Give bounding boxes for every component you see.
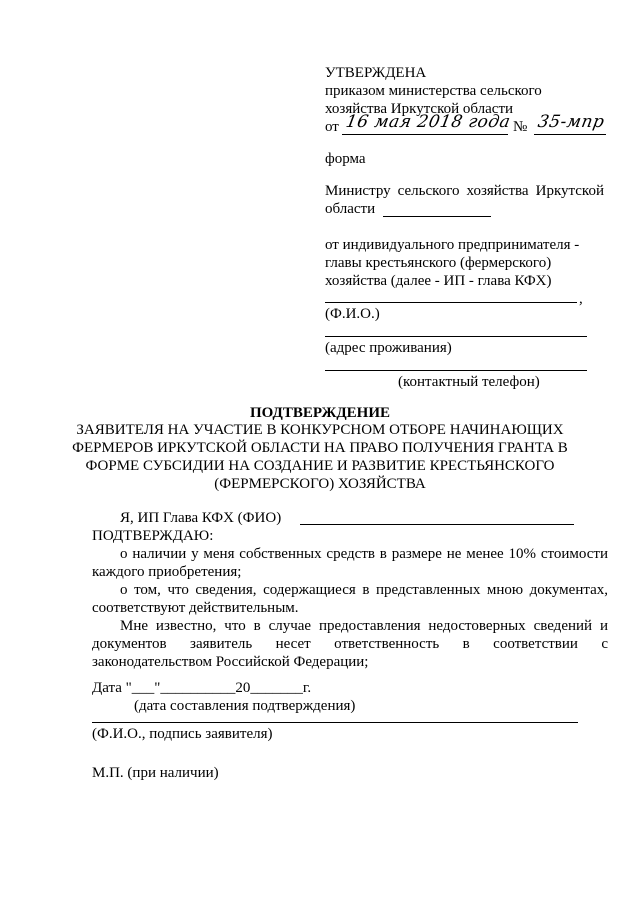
document-subtitle-line-2: ФЕРМЕРОВ ИРКУТСКОЙ ОБЛАСТИ НА ПРАВО ПОЛУЧЕНИЯ ГРАНТА В	[72, 440, 568, 456]
approval-title: УТВЕРЖДЕНА	[325, 65, 427, 81]
sender-phone-line	[325, 370, 587, 371]
item-3-line-2: документов заявитель несет ответственность в соответствии с	[92, 636, 608, 652]
approval-from-label: от	[325, 119, 339, 135]
approval-line-1: приказом министерства сельского	[325, 83, 542, 99]
sender-line-2: главы крестьянского (фермерского)	[325, 255, 552, 271]
item-1-line-2: каждого приобретения;	[92, 564, 242, 580]
item-2-line-2: соответствуют действительным.	[92, 600, 299, 616]
document-title: ПОДТВЕРЖДЕНИЕ	[249, 405, 391, 421]
confirm-label: ПОДТВЕРЖДАЮ:	[92, 528, 214, 544]
date-field: Дата "___"__________20_______г.	[92, 680, 312, 696]
sender-line-1: от индивидуального предпринимателя -	[325, 237, 580, 253]
signature-caption: (Ф.И.О., подпись заявителя)	[92, 726, 273, 742]
approval-number-label: №	[513, 119, 528, 135]
addressee-line-2: области	[325, 201, 376, 217]
sender-fio-caption: (Ф.И.О.)	[325, 306, 380, 322]
approval-date-underline	[342, 134, 508, 135]
approval-line-2: хозяйства Иркутской области	[325, 101, 514, 117]
addressee-line-1: Министру сельского хозяйства Иркутской	[325, 183, 604, 199]
sender-address-line	[325, 336, 587, 337]
item-3-line-1: Мне известно, что в случае предоставления недостоверных сведений и	[120, 618, 608, 634]
item-2-line-1: о том, что сведения, содержащиеся в представленных мною документах,	[120, 582, 608, 598]
approval-number-handwritten: 35-мпр	[536, 112, 607, 132]
date-caption: (дата составления подтверждения)	[134, 698, 356, 714]
document-subtitle-line-3: ФОРМЕ СУБСИДИИ НА СОЗДАНИЕ И РАЗВИТИЕ КРЕСТЬЯНСКОГО	[85, 458, 555, 474]
sender-fio-line	[325, 302, 577, 303]
item-1-line-1: о наличии у меня собственных средств в размере не менее 10% стоимости	[120, 546, 608, 562]
approval-date-handwritten: 16 мая 2018 года	[344, 112, 513, 132]
addressee-blank-line	[383, 216, 491, 217]
form-label: форма	[325, 151, 366, 167]
sender-comma: ,	[579, 291, 583, 307]
signature-line	[92, 722, 578, 723]
sender-line-3: хозяйства (далее - ИП - глава КФХ)	[325, 273, 552, 289]
stamp-note: М.П. (при наличии)	[92, 765, 219, 781]
sender-phone-caption: (контактный телефон)	[398, 374, 540, 390]
document-subtitle-line-1: ЗАЯВИТЕЛЯ НА УЧАСТИЕ В КОНКУРСНОМ ОТБОРЕ НАЧИНАЮЩИХ	[76, 422, 564, 438]
approval-number-underline	[534, 134, 606, 135]
item-3-line-3: законодательством Российской Федерации;	[92, 654, 369, 670]
intro-fio-line	[300, 524, 574, 525]
sender-address-caption: (адрес проживания)	[325, 340, 452, 356]
intro-text: Я, ИП Глава КФХ (ФИО)	[120, 510, 282, 526]
document-subtitle-line-4: (ФЕРМЕРСКОГО) ХОЗЯЙСТВА	[214, 476, 426, 492]
